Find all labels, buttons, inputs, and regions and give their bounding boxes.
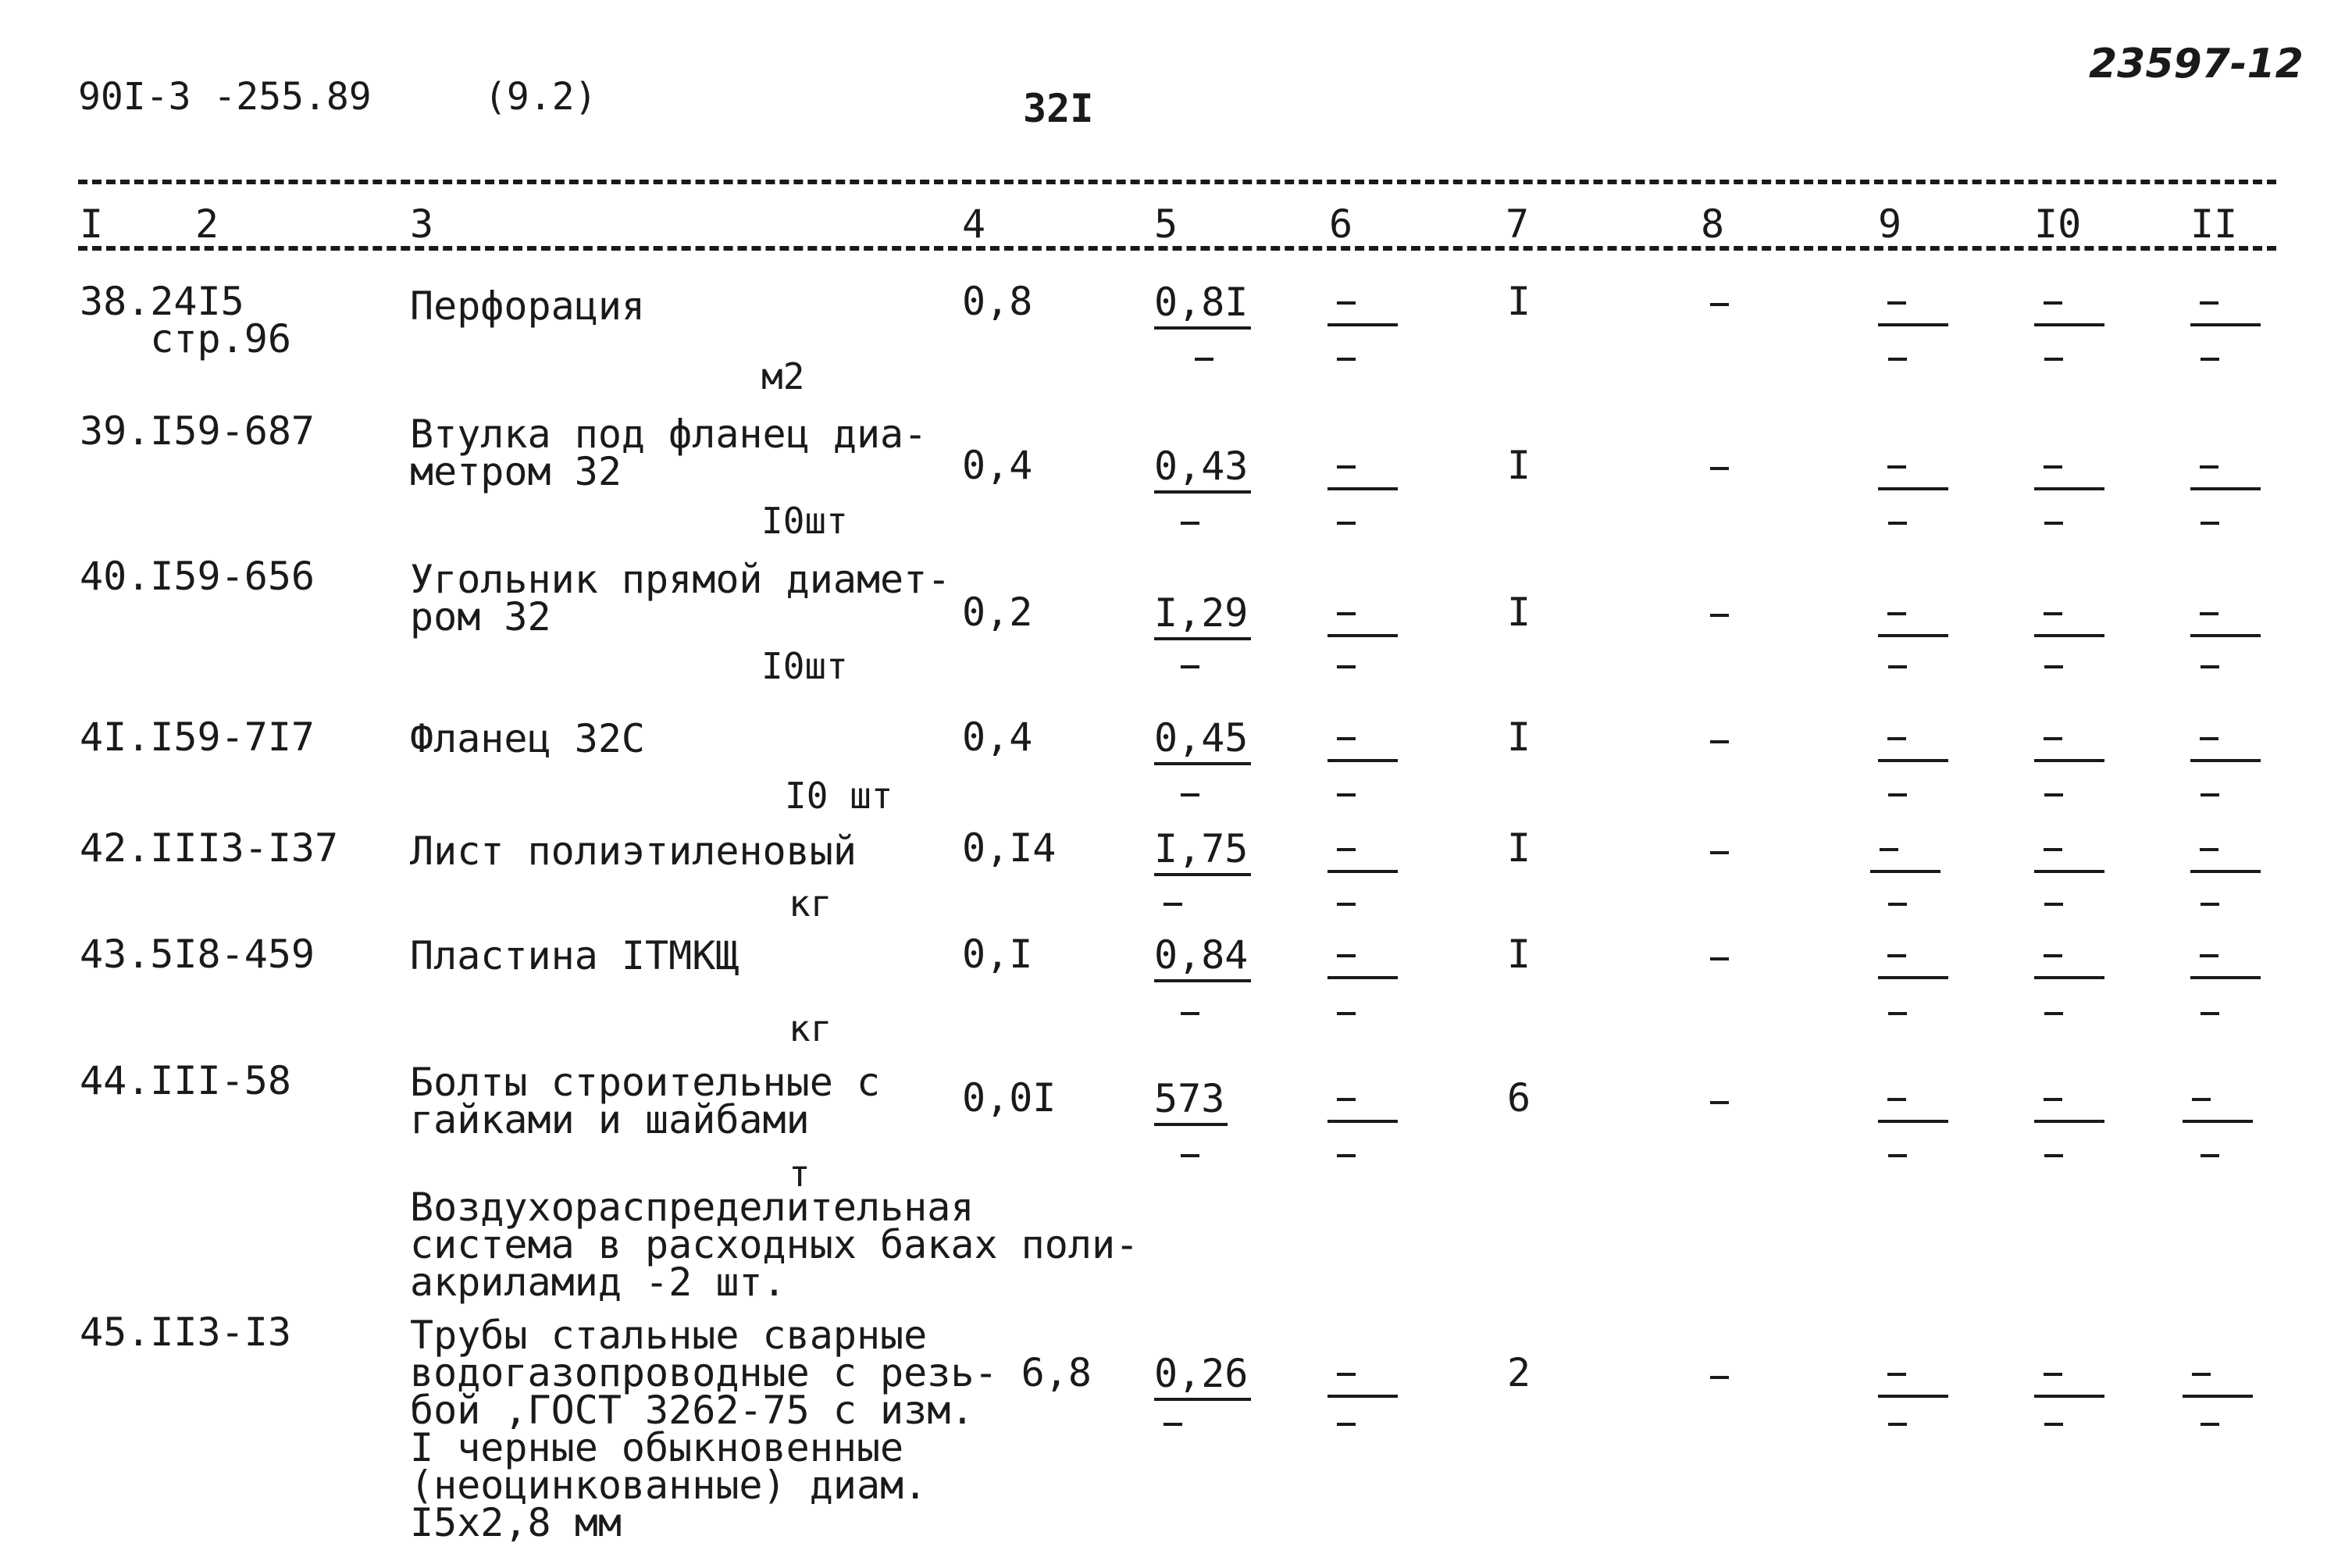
- col-header-7: 7: [1506, 201, 1530, 247]
- row-dash-10: [2034, 1367, 2104, 1398]
- row-code: 38.24I5 стр.96: [80, 279, 291, 362]
- row-dash: [1337, 903, 1356, 906]
- row-dash-9: [1878, 948, 1948, 979]
- row-unit-value: 0,45: [1154, 715, 1251, 765]
- row-dash-11: [2190, 606, 2261, 637]
- row-dash-8: [1710, 740, 1729, 743]
- archive-number: 23597-12: [2089, 41, 2304, 87]
- row-dash: [1337, 522, 1356, 525]
- row-unit: м2: [761, 355, 805, 397]
- row-dash: [2201, 793, 2219, 796]
- row-norm: 0,4: [962, 443, 1033, 488]
- row-dash: [1888, 903, 1907, 906]
- row-name: Угольник прямой диамет- ром 32: [410, 557, 951, 640]
- col-header-10: I0: [2034, 201, 2082, 247]
- row-dash-11: [2190, 948, 2261, 979]
- row-dash: [1164, 903, 1182, 906]
- row-dash: [1181, 1154, 1199, 1157]
- row-dash-9: [1878, 731, 1948, 762]
- row-dash-6: [1327, 731, 1398, 762]
- row-dash-8: [1710, 1376, 1729, 1379]
- row-dash: [1181, 793, 1199, 796]
- document-code: 90I-3 -255.89: [78, 75, 372, 119]
- row-col7: I: [1507, 279, 1531, 324]
- row-norm: 0,I: [962, 932, 1033, 977]
- row-dash: [1181, 1012, 1199, 1015]
- row-dash-6: [1327, 842, 1398, 873]
- row-norm: 0,0I: [962, 1075, 1057, 1121]
- row-name: Втулка под фланец диа- метром 32: [410, 412, 928, 494]
- row-dash: [1337, 1423, 1356, 1426]
- row-name: Трубы стальные сварные водогазопроводные с резь- 6,8 бой ,ГОСТ 3262-75 с изм. I черные обыкновенные (неоцинкованные) диам. I5х2,8 мм: [410, 1313, 1092, 1545]
- row-dash-10: [2034, 948, 2104, 979]
- row-unit-value: 0,84: [1154, 932, 1251, 982]
- row-dash-8: [1710, 957, 1729, 960]
- row-name: Фланец 32С: [410, 716, 646, 761]
- row-dash-6: [1327, 1367, 1398, 1398]
- row-unit: кг: [789, 882, 832, 925]
- row-dash-9: [1878, 295, 1948, 326]
- row-dash: [1888, 793, 1907, 796]
- row-dash-9: [1878, 606, 1948, 637]
- row-dash-10: [2034, 606, 2104, 637]
- row-dash-9: [1878, 459, 1948, 490]
- row-dash-11: [2190, 842, 2261, 873]
- row-unit: I0 шт: [785, 775, 893, 817]
- row-dash-11: [2183, 1367, 2253, 1398]
- row-dash-8: [1710, 303, 1729, 306]
- row-dash: [2201, 358, 2219, 361]
- row-norm: 0,8: [962, 279, 1033, 324]
- row-dash: [2044, 793, 2063, 796]
- row-unit-value: 0,26: [1154, 1351, 1251, 1401]
- row-code: 45.II3-I3: [80, 1310, 291, 1355]
- row-dash: [2201, 1154, 2219, 1157]
- row-dash-9: [1870, 842, 1940, 873]
- row-dash-10: [2034, 1092, 2104, 1123]
- row-dash: [2201, 1423, 2219, 1426]
- row-norm: 0,4: [962, 715, 1033, 760]
- row-unit-value: I,75: [1154, 826, 1251, 876]
- row-dash: [1337, 665, 1356, 668]
- row-col7: 2: [1507, 1350, 1531, 1395]
- row-code: 39.I59-687: [80, 408, 315, 454]
- row-dash: [1195, 358, 1213, 361]
- row-dash: [1888, 665, 1907, 668]
- row-dash: [2201, 1012, 2219, 1015]
- row-dash-8: [1710, 851, 1729, 854]
- row-dash-6: [1327, 948, 1398, 979]
- page-number: 32I: [1023, 86, 1094, 131]
- row-dash: [2044, 358, 2063, 361]
- row-code: 4I.I59-7I7: [80, 715, 315, 760]
- row-code: 40.I59-656: [80, 554, 315, 599]
- row-col7: 6: [1507, 1075, 1531, 1121]
- row-dash-6: [1327, 459, 1398, 490]
- row-dash: [1181, 665, 1199, 668]
- row-dash-11: [2190, 459, 2261, 490]
- section-note: Воздухораспределительная система в расходных баках поли- акриламид -2 шт.: [410, 1185, 1139, 1305]
- top-rule: [78, 180, 2276, 184]
- col-header-2: 2: [195, 201, 219, 247]
- row-col7: I: [1507, 590, 1531, 635]
- row-dash-11: [2190, 731, 2261, 762]
- col-header-6: 6: [1329, 201, 1353, 247]
- row-dash-11: [2183, 1092, 2253, 1123]
- col-header-11: II: [2190, 201, 2238, 247]
- row-dash: [2044, 1012, 2063, 1015]
- row-dash-10: [2034, 731, 2104, 762]
- row-dash: [1888, 522, 1907, 525]
- row-dash-11: [2190, 295, 2261, 326]
- row-dash: [1337, 793, 1356, 796]
- row-norm: 0,2: [962, 590, 1033, 635]
- row-col7: I: [1507, 825, 1531, 871]
- row-name: Перфорация: [410, 283, 646, 329]
- col-header-4: 4: [962, 201, 986, 247]
- row-dash: [1888, 1423, 1907, 1426]
- row-dash: [1337, 1012, 1356, 1015]
- col-header-9: 9: [1878, 201, 1902, 247]
- row-unit-value: 573: [1154, 1076, 1228, 1126]
- row-dash-9: [1878, 1367, 1948, 1398]
- row-dash: [2044, 665, 2063, 668]
- row-unit: кг: [789, 1007, 832, 1049]
- row-dash: [2201, 903, 2219, 906]
- row-dash: [2044, 522, 2063, 525]
- row-unit-value: 0,43: [1154, 444, 1251, 494]
- row-norm: 0,I4: [962, 825, 1057, 871]
- row-dash-10: [2034, 295, 2104, 326]
- row-col7: I: [1507, 932, 1531, 977]
- row-dash: [1164, 1423, 1182, 1426]
- row-unit: I0шт: [761, 500, 848, 542]
- row-col7: I: [1507, 443, 1531, 488]
- row-code: 42.III3-I37: [80, 825, 339, 871]
- row-dash-6: [1327, 295, 1398, 326]
- row-unit: т: [789, 1153, 811, 1195]
- row-dash: [1337, 358, 1356, 361]
- row-name: Болты строительные с гайками и шайбами: [410, 1060, 881, 1142]
- row-dash-8: [1710, 1101, 1729, 1104]
- row-dash: [2044, 903, 2063, 906]
- col-header-5: 5: [1154, 201, 1178, 247]
- row-col7: I: [1507, 715, 1531, 760]
- row-dash: [2201, 665, 2219, 668]
- row-dash: [1888, 358, 1907, 361]
- row-dash-10: [2034, 842, 2104, 873]
- row-unit: I0шт: [761, 645, 848, 687]
- row-name: Лист полиэтиленовый: [410, 829, 857, 874]
- row-code: 44.III-58: [80, 1058, 291, 1103]
- row-unit-value: I,29: [1154, 590, 1251, 640]
- row-dash: [2044, 1423, 2063, 1426]
- row-unit-value: 0,8I: [1154, 280, 1251, 330]
- row-dash-6: [1327, 606, 1398, 637]
- row-dash-8: [1710, 614, 1729, 617]
- col-header-1: I: [80, 201, 104, 247]
- row-dash: [1337, 1154, 1356, 1157]
- col-header-3: 3: [410, 201, 434, 247]
- col-header-8: 8: [1701, 201, 1725, 247]
- row-dash-9: [1878, 1092, 1948, 1123]
- row-dash: [2201, 522, 2219, 525]
- row-code: 43.5I8-459: [80, 932, 315, 977]
- row-dash-8: [1710, 467, 1729, 470]
- row-name: Пластина ITMKЩ: [410, 933, 739, 978]
- row-dash: [1888, 1012, 1907, 1015]
- row-dash: [1888, 1154, 1907, 1157]
- sheet-number: (9.2): [484, 75, 597, 119]
- row-dash-10: [2034, 459, 2104, 490]
- row-dash: [2044, 1154, 2063, 1157]
- row-dash: [1181, 522, 1199, 525]
- row-dash-6: [1327, 1092, 1398, 1123]
